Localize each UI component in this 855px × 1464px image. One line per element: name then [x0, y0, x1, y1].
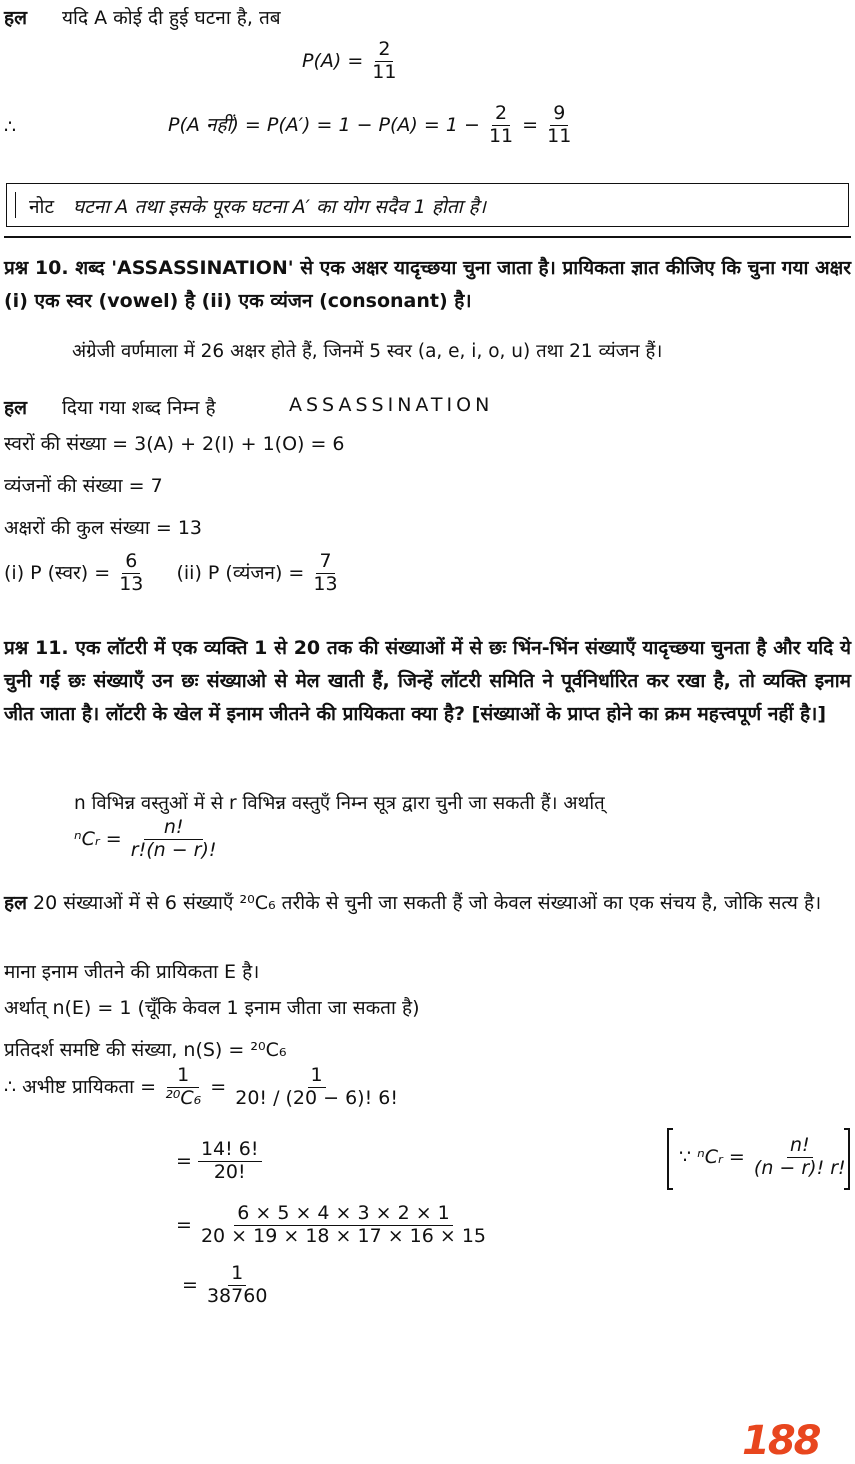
page-number: 188 [742, 1418, 820, 1464]
pa-num: 2 [375, 40, 393, 62]
question-11-text: एक लॉटरी में एक व्यक्ति 1 से 20 तक की संख्याओं में से छः भिंन-भिंन संख्याएँ यादृच्छया चुनता है और यदि ये चुनी गई छः संख्याएँ उन छः संख्याओ से मेल खाती हैं, जिन्हें लॉटरी समिति ने पूर्वनिर्धारित कर रखा है, तो व्यक्ति इनाम जीत जाता है। लॉटरी के खेल में इनाम जीतने की प्रायिकता क्या है? [संख्याओं के प्राप्त होने का क्रम महत्त्वपूर्ण नहीं है।] [4, 637, 851, 725]
solution-11-line4: प्रतिदर्श समष्टि की संख्या, n(S) = ²⁰C₆ [4, 1039, 287, 1061]
p-consonant-num: 7 [316, 552, 334, 574]
reminder-fraction [751, 1136, 849, 1179]
step-3 [176, 1204, 489, 1247]
p-consonant-lhs: (ii) P (व्यंजन) = [176, 561, 305, 584]
complement-lhs: P(A नहीं) = P(A′) = 1 − P(A) = 1 − [168, 113, 480, 136]
required-num2: 1 [308, 1066, 326, 1088]
note-bar [15, 192, 16, 218]
reminder-lhs: ∵ ⁿCᵣ = [679, 1145, 745, 1168]
question-10-text: शब्द 'ASSASSINATION' से एक अक्षर यादृच्छया चुना जाता है। प्रायिकता ज्ञात कीजिए कि चुना गया अक्षर (i) एक स्वर (vowel) है (ii) एक व्यंजन (consonant) है। [4, 257, 851, 312]
combination-num: n! [144, 818, 204, 840]
required-frac1 [162, 1066, 204, 1109]
question-10-hint: अंग्रेजी वर्णमाला में 26 अक्षर होते हैं, जिनमें 5 स्वर (a, e, i, o, u) तथा 21 व्यंजन हैं। [72, 341, 663, 362]
section-rule [4, 236, 851, 238]
step-2-num: 14! 6! [198, 1140, 262, 1162]
solution-11-intro [4, 886, 851, 920]
step-2-den: 20! [213, 1160, 246, 1183]
required-den1: ²⁰C₆ [165, 1086, 202, 1109]
pa-equation [302, 40, 399, 83]
step-4-equals: = [182, 1273, 198, 1296]
step-4-den: 38760 [206, 1284, 268, 1307]
letter-total: अक्षरों की कुल संख्या = 13 [4, 517, 203, 539]
complement-equation [168, 104, 574, 147]
required-den2: 20! / (20 − 6)! 6! [235, 1086, 398, 1109]
therefore-symbol: ∴ [4, 116, 17, 138]
pa-den: 11 [372, 60, 397, 83]
question-11-label: प्रश्न 11. [4, 637, 69, 659]
required-probability [4, 1066, 401, 1109]
reminder-den: (n − r)! r! [753, 1156, 846, 1179]
solution-label: हल [4, 7, 27, 29]
step-2 [176, 1140, 262, 1183]
combination-fraction [128, 818, 220, 861]
p-vowel-lhs: (i) P (स्वर) = [4, 561, 111, 584]
intro-text: यदि A कोई दी हुई घटना है, तब [62, 7, 281, 29]
combination-reminder [667, 1128, 850, 1192]
consonant-count: व्यंजनों की संख्या = 7 [4, 475, 163, 497]
p-vowel-den: 13 [119, 572, 144, 595]
combination-formula [74, 818, 220, 861]
note-box [6, 183, 849, 227]
combination-den: r!(n − r)! [130, 838, 217, 861]
solution-11-line3: अर्थात् n(E) = 1 (चूँकि केवल 1 इनाम जीता जा सकता है) [4, 997, 420, 1019]
complement-equals: = [522, 113, 539, 136]
complement-num1: 2 [492, 104, 510, 126]
pa-lhs: P(A) = [302, 49, 364, 72]
complement-den2: 11 [547, 124, 572, 147]
step-4 [182, 1264, 270, 1307]
question-10-label: प्रश्न 10. [4, 257, 69, 279]
step-3-equals: = [176, 1213, 192, 1236]
note-text: घटना A तथा इसके पूरक घटना A′ का योग सदैव 1 होता है। [73, 196, 486, 218]
required-frac2 [232, 1066, 401, 1109]
question-10 [4, 252, 851, 318]
solution-10-given: दिया गया शब्द निम्न है [62, 397, 216, 419]
solution-10-label: हल [4, 397, 27, 419]
step-3-num: 6 × 5 × 4 × 3 × 2 × 1 [234, 1204, 453, 1226]
vowel-count: स्वरों की संख्या = 3(A) + 2(I) + 1(O) = 6 [4, 433, 345, 455]
question-11-hint: n विभिन्न वस्तुओं में से r विभिन्न वस्तुएँ निम्न सूत्र द्वारा चुनी जा सकती हैं। अर्थात् [74, 793, 605, 814]
p-consonant-den: 13 [313, 572, 338, 595]
reminder-formula [679, 1136, 849, 1179]
step-2-equals: = [176, 1149, 192, 1172]
p-vowel-num: 6 [122, 552, 140, 574]
required-equals: = [210, 1075, 227, 1098]
complement-num2: 9 [550, 104, 568, 126]
required-lhs: ∴ अभीष्ट प्रायिकता = [4, 1075, 157, 1098]
step-4-num: 1 [228, 1264, 246, 1286]
p-vowel-fraction [116, 552, 146, 595]
solution-11-line2: माना इनाम जीतने की प्रायिकता E है। [4, 961, 260, 983]
solution-11-label: हल [4, 892, 27, 914]
probability-results [4, 552, 341, 595]
solution-11-line1: 20 संख्याओं में से 6 संख्याएँ ²⁰C₆ तरीके से चुनी जा सकती हैं जो केवल संख्याओं का एक संचय है, जोकि सत्य है। [33, 892, 822, 914]
p-consonant-fraction [310, 552, 340, 595]
step-3-den: 20 × 19 × 18 × 17 × 16 × 15 [200, 1224, 487, 1247]
pa-fraction [369, 40, 399, 83]
complement-frac2 [544, 104, 574, 147]
bracket-left [667, 1128, 673, 1190]
step-2-fraction [198, 1140, 262, 1183]
combination-lhs: ⁿCᵣ = [74, 827, 122, 850]
reminder-num: n! [787, 1136, 813, 1158]
question-11 [4, 632, 851, 731]
complement-den1: 11 [488, 124, 514, 147]
solution-10-word: ASSASSINATION [289, 394, 494, 416]
required-num1: 1 [167, 1066, 199, 1088]
step-3-fraction [198, 1204, 489, 1247]
note-label: नोट [29, 196, 55, 218]
complement-frac1 [486, 104, 516, 147]
step-4-fraction [204, 1264, 270, 1307]
